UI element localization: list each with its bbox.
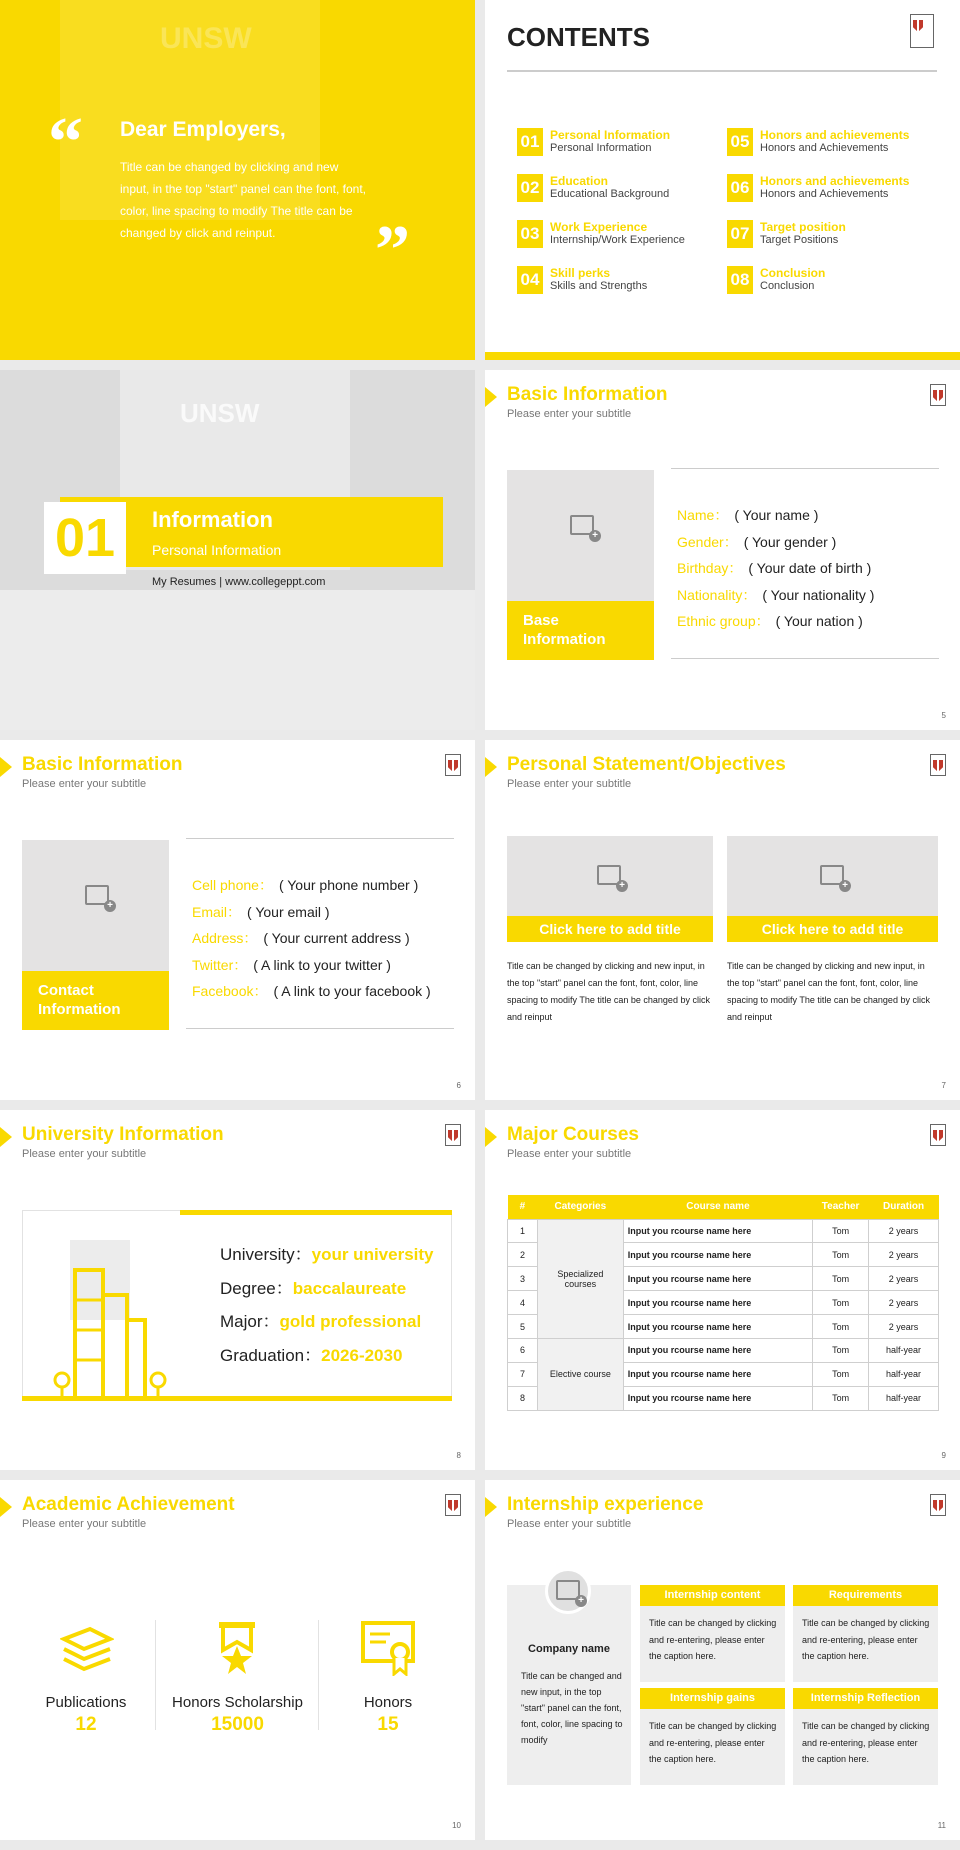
field-value[interactable]: ( A link to your twitter ) bbox=[253, 956, 391, 973]
courses-table bbox=[507, 1195, 939, 1411]
buildings-icon bbox=[50, 1230, 170, 1400]
field-row bbox=[192, 875, 418, 895]
slide-title: Basic Information bbox=[507, 384, 668, 405]
field-label: Major： bbox=[220, 1312, 280, 1331]
field-label: Name： bbox=[677, 507, 729, 523]
field-label: Nationality： bbox=[677, 586, 757, 603]
slide-subtitle: Please enter your subtitle bbox=[507, 408, 632, 420]
greeting-heading: Dear Employers, bbox=[120, 118, 286, 141]
duration: half-year bbox=[869, 1362, 939, 1386]
field-label: Twitter： bbox=[192, 956, 248, 973]
slide-section-01 bbox=[0, 370, 475, 730]
university-logo bbox=[930, 1494, 946, 1516]
stat-value: 15 bbox=[377, 1714, 399, 1735]
contents-item-sub: Target Positions bbox=[760, 234, 839, 246]
category-cell: Elective course bbox=[537, 1338, 623, 1410]
field-value[interactable]: ( Your email ) bbox=[247, 903, 330, 920]
row-number: 2 bbox=[508, 1243, 538, 1267]
slide-title: Internship experience bbox=[507, 1494, 704, 1515]
page-number: 9 bbox=[941, 1451, 946, 1460]
slide-basic-info bbox=[485, 370, 960, 730]
table-row bbox=[508, 1338, 939, 1362]
certificate-icon bbox=[360, 1620, 416, 1676]
slide-personal-statement bbox=[485, 740, 960, 1100]
university-logo bbox=[930, 754, 946, 776]
teacher: Tom bbox=[813, 1219, 869, 1243]
duration: 2 years bbox=[869, 1219, 939, 1243]
page-number: 8 bbox=[456, 1451, 461, 1460]
slide-title: University Information bbox=[22, 1124, 224, 1145]
row-number: 7 bbox=[508, 1362, 538, 1386]
table-header-cell: Duration bbox=[882, 1201, 925, 1213]
duration: 2 years bbox=[869, 1267, 939, 1291]
contents-title: CONTENTS bbox=[507, 22, 650, 52]
contents-number: 03 bbox=[517, 220, 543, 248]
field-value[interactable]: ( Your date of birth ) bbox=[748, 560, 872, 576]
row-number: 3 bbox=[508, 1267, 538, 1291]
table-row bbox=[508, 1219, 939, 1243]
open-quote-icon: “ bbox=[48, 104, 83, 181]
contents-number: 06 bbox=[727, 174, 753, 202]
slide-subtitle: Please enter your subtitle bbox=[507, 1518, 632, 1530]
field-value[interactable]: gold professional bbox=[279, 1312, 422, 1331]
close-quote-icon: ” bbox=[375, 212, 410, 289]
page-number: 5 bbox=[941, 711, 946, 720]
course-name[interactable]: Input you rcourse name here bbox=[623, 1219, 812, 1243]
field-row bbox=[220, 1274, 406, 1299]
teacher: Tom bbox=[813, 1267, 869, 1291]
base-info-label: Base Information bbox=[507, 601, 654, 660]
slide-title: Academic Achievement bbox=[22, 1494, 235, 1515]
section-title: Information bbox=[152, 507, 273, 532]
category-cell: Specialized courses bbox=[537, 1219, 623, 1338]
company-name: Company name bbox=[528, 1643, 610, 1655]
stat-value: 15000 bbox=[211, 1714, 264, 1735]
field-value[interactable]: your university bbox=[311, 1245, 434, 1264]
table-header-cell: Categories bbox=[554, 1201, 607, 1213]
divider-top bbox=[671, 468, 939, 469]
contents-item-title[interactable]: Target position bbox=[760, 220, 846, 234]
field-row bbox=[220, 1240, 434, 1265]
field-row bbox=[677, 585, 874, 605]
stat-label: Honors Scholarship bbox=[172, 1694, 303, 1711]
contents-item-title[interactable]: Education bbox=[550, 174, 609, 188]
divider-top bbox=[186, 838, 454, 839]
field-label: Email： bbox=[192, 903, 242, 920]
image-placeholder-icon bbox=[556, 1580, 580, 1600]
slide-academic-achievement bbox=[0, 1480, 475, 1840]
field-row bbox=[677, 558, 871, 578]
field-label: University： bbox=[220, 1245, 312, 1264]
header-marker bbox=[485, 387, 497, 407]
course-name[interactable]: Input you rcourse name here bbox=[623, 1315, 812, 1339]
slide-dear-employers bbox=[0, 0, 475, 360]
image-placeholder-icon bbox=[597, 865, 621, 885]
field-value[interactable]: ( Your nation ) bbox=[775, 613, 863, 629]
table-header-cell: Teacher bbox=[821, 1201, 860, 1213]
box-body: Title can be changed by clicking and re-entering, please enter the caption here. bbox=[649, 1618, 777, 1661]
card-1-body: Title can be changed by clicking and new input, in the top "start" panel can the font, font, color, line spacing to modify The title can be changed by click and reinput bbox=[507, 961, 710, 1022]
greeting-body: Title can be changed by clicking and new input, in the top "start" panel can the font, font, color, line spacing to modify The title can be changed by click and reinput. bbox=[120, 160, 367, 240]
field-value[interactable]: 2026-2030 bbox=[321, 1345, 403, 1365]
field-label: Degree： bbox=[220, 1278, 293, 1298]
teacher: Tom bbox=[813, 1315, 869, 1339]
university-logo bbox=[445, 754, 461, 776]
divider-bottom bbox=[186, 1028, 454, 1029]
field-value[interactable]: ( Your name ) bbox=[734, 507, 819, 523]
slide-title: Major Courses bbox=[507, 1124, 639, 1145]
page-number: 7 bbox=[941, 1081, 946, 1090]
contents-item-title[interactable]: Honors and achievements bbox=[760, 128, 910, 142]
field-value[interactable]: baccalaureate bbox=[292, 1278, 407, 1298]
field-value[interactable]: ( Your phone number ) bbox=[278, 877, 419, 893]
field-value[interactable]: ( Your nationality ) bbox=[762, 586, 875, 603]
box-title[interactable]: Internship Reflection bbox=[793, 1688, 938, 1709]
course-name[interactable]: Input you rcourse name here bbox=[623, 1291, 812, 1315]
course-name[interactable]: Input you rcourse name here bbox=[623, 1386, 812, 1410]
stat-label: Publications bbox=[45, 1694, 127, 1711]
slide-subtitle: Please enter your subtitle bbox=[22, 778, 147, 790]
row-number: 1 bbox=[508, 1219, 538, 1243]
table-header-row bbox=[508, 1195, 939, 1219]
field-row bbox=[192, 928, 410, 948]
field-label: Facebook： bbox=[192, 983, 268, 999]
image-placeholder-icon bbox=[820, 865, 844, 885]
contents-number: 04 bbox=[517, 266, 543, 294]
field-row bbox=[192, 981, 431, 1001]
field-row bbox=[220, 1307, 421, 1332]
field-label: Birthday： bbox=[677, 560, 743, 576]
field-row bbox=[677, 505, 818, 525]
image-placeholder-icon bbox=[570, 515, 594, 535]
duration: 2 years bbox=[869, 1243, 939, 1267]
box-title[interactable]: Requirements bbox=[793, 1585, 938, 1606]
contents-item-title[interactable]: Personal Information bbox=[550, 128, 671, 142]
page-number: 11 bbox=[937, 1821, 946, 1830]
canopy bbox=[0, 590, 475, 730]
table-header-cell: Course name bbox=[686, 1201, 750, 1213]
section-subtitle: Personal Information bbox=[152, 542, 282, 558]
slide-subtitle: Please enter your subtitle bbox=[22, 1518, 147, 1530]
box-title[interactable]: Internship content bbox=[640, 1585, 785, 1606]
field-value[interactable]: ( Your gender ) bbox=[743, 533, 837, 550]
row-number: 5 bbox=[508, 1315, 538, 1339]
publications-icon bbox=[60, 1625, 114, 1675]
header-marker bbox=[485, 757, 497, 777]
contents-item-sub: Educational Background bbox=[550, 188, 670, 200]
box-body: Title can be changed by clicking and re-entering, please enter the caption here. bbox=[802, 1721, 930, 1764]
field-row bbox=[677, 611, 863, 631]
table-header-cell: # bbox=[519, 1201, 526, 1213]
card-1-title[interactable]: Click here to add title bbox=[507, 916, 713, 942]
teacher: Tom bbox=[813, 1386, 869, 1410]
teacher: Tom bbox=[813, 1291, 869, 1315]
teacher: Tom bbox=[813, 1338, 869, 1362]
title-divider bbox=[507, 70, 937, 72]
box-body: Title can be changed by clicking and re-entering, please enter the caption here. bbox=[802, 1618, 930, 1661]
field-row bbox=[192, 955, 391, 975]
field-row bbox=[220, 1341, 402, 1366]
duration: 2 years bbox=[869, 1315, 939, 1339]
divider-bottom bbox=[671, 658, 939, 659]
section-footer: My Resumes | www.collegeppt.com bbox=[152, 576, 326, 588]
section-number-box: 01 bbox=[44, 502, 126, 574]
row-number: 4 bbox=[508, 1291, 538, 1315]
bottom-bar bbox=[485, 352, 960, 360]
slide-subtitle: Please enter your subtitle bbox=[507, 1148, 632, 1160]
slide-major-courses bbox=[485, 1110, 960, 1470]
field-label: Ethnic group： bbox=[677, 613, 770, 629]
course-name[interactable]: Input you rcourse name here bbox=[623, 1338, 812, 1362]
header-marker bbox=[485, 1497, 497, 1517]
row-number: 6 bbox=[508, 1338, 538, 1362]
contents-number: 02 bbox=[517, 174, 543, 202]
building-sign: UNSW bbox=[180, 398, 260, 428]
image-placeholder-icon bbox=[85, 885, 109, 905]
header-marker bbox=[0, 1497, 12, 1517]
building-sign: UNSW bbox=[160, 22, 252, 55]
university-logo bbox=[910, 14, 934, 48]
card-2-title[interactable]: Click here to add title bbox=[727, 916, 938, 942]
university-logo bbox=[930, 1124, 946, 1146]
field-label: Address： bbox=[192, 930, 258, 946]
duration: 2 years bbox=[869, 1291, 939, 1315]
duration: half-year bbox=[869, 1386, 939, 1410]
slide-title: Basic Information bbox=[22, 754, 183, 775]
contents-item-title[interactable]: Skill perks bbox=[550, 266, 611, 280]
slide-subtitle: Please enter your subtitle bbox=[507, 778, 632, 790]
scholarship-icon bbox=[215, 1620, 259, 1676]
contents-number: 07 bbox=[727, 220, 753, 248]
teacher: Tom bbox=[813, 1362, 869, 1386]
contents-number: 08 bbox=[727, 266, 753, 294]
field-label: Gender： bbox=[677, 533, 738, 550]
contents-item-sub: Skills and Strengths bbox=[550, 280, 648, 292]
contents-item-sub: Honors and Achievements bbox=[760, 188, 889, 200]
header-marker bbox=[0, 1127, 12, 1147]
university-logo bbox=[445, 1124, 461, 1146]
duration: half-year bbox=[869, 1338, 939, 1362]
slide-university-info bbox=[0, 1110, 475, 1470]
contents-item-sub: Internship/Work Experience bbox=[550, 234, 685, 246]
contents-number: 01 bbox=[517, 128, 543, 156]
header-marker bbox=[0, 757, 12, 777]
header-marker bbox=[485, 1127, 497, 1147]
course-name[interactable]: Input you rcourse name here bbox=[623, 1267, 812, 1291]
contents-item-sub: Personal Information bbox=[550, 142, 652, 154]
slide-contents bbox=[485, 0, 960, 360]
company-description: Title can be changed and new input, in the top "start" panel can the font, font, color, line spacing to modify bbox=[521, 1671, 623, 1745]
frame-accent-top bbox=[180, 1210, 452, 1215]
course-name[interactable]: Input you rcourse name here bbox=[623, 1362, 812, 1386]
contents-item-sub: Conclusion bbox=[760, 280, 815, 292]
teacher: Tom bbox=[813, 1243, 869, 1267]
contents-item-title[interactable]: Work Experience bbox=[550, 220, 648, 234]
box-title[interactable]: Internship gains bbox=[640, 1688, 785, 1709]
contents-item-title[interactable]: Honors and achievements bbox=[760, 174, 910, 188]
field-label: Cell phone： bbox=[192, 877, 273, 893]
field-value[interactable]: ( Your current address ) bbox=[263, 930, 410, 946]
field-value[interactable]: ( A link to your facebook ) bbox=[273, 983, 431, 999]
field-label: Graduation： bbox=[220, 1345, 322, 1365]
contents-number: 05 bbox=[727, 128, 753, 156]
page-number: 6 bbox=[456, 1081, 461, 1090]
box-body: Title can be changed by clicking and re-entering, please enter the caption here. bbox=[649, 1721, 777, 1764]
stat-value: 12 bbox=[75, 1714, 97, 1735]
slide-internship bbox=[485, 1480, 960, 1840]
university-logo bbox=[445, 1494, 461, 1516]
slide-subtitle: Please enter your subtitle bbox=[22, 1148, 147, 1160]
slide-contact-info bbox=[0, 740, 475, 1100]
course-name[interactable]: Input you rcourse name here bbox=[623, 1243, 812, 1267]
page-number: 10 bbox=[452, 1821, 461, 1830]
field-row bbox=[677, 532, 836, 552]
card-2-body: Title can be changed by clicking and new input, in the top "start" panel can the font, font, color, line spacing to modify The title can be changed by click and reinput bbox=[727, 961, 930, 1022]
stat-label: Honors bbox=[363, 1694, 413, 1711]
contents-item-title[interactable]: Conclusion bbox=[760, 266, 826, 280]
slide-title: Personal Statement/Objectives bbox=[507, 754, 786, 775]
row-number: 8 bbox=[508, 1386, 538, 1410]
contents-item-sub: Honors and Achievements bbox=[760, 142, 889, 154]
university-logo bbox=[930, 384, 946, 406]
field-row bbox=[192, 902, 330, 922]
contact-info-label: Contact Information bbox=[22, 971, 169, 1030]
